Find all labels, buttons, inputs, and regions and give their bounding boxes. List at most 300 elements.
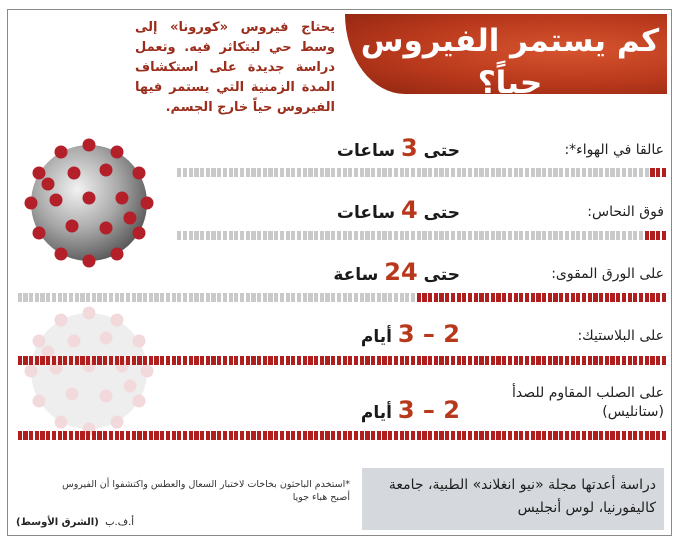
bar-cell [160, 356, 164, 365]
virus-spike [141, 365, 154, 378]
bar-cell [52, 293, 56, 302]
bar-cell [605, 356, 609, 365]
bar-cell [274, 356, 278, 365]
bar-cell [382, 431, 386, 440]
bar-cell [206, 168, 210, 177]
bar-cell [582, 356, 586, 365]
bar-cell [417, 431, 421, 440]
virus-spike [100, 332, 113, 345]
bar-cell [588, 293, 592, 302]
bar-cell [451, 168, 455, 177]
bar-cell [610, 356, 614, 365]
virus-spike [33, 167, 46, 180]
bar-cell [246, 168, 250, 177]
bar-cell [599, 293, 603, 302]
bar-cell [325, 231, 329, 240]
bar-cell [468, 356, 472, 365]
bar-cell [234, 231, 238, 240]
bar-cell [137, 431, 141, 440]
bar-cell [268, 431, 272, 440]
bar-cell [468, 231, 472, 240]
bar-cell [126, 431, 130, 440]
bar-cell [582, 231, 586, 240]
bar-cell [143, 356, 147, 365]
bar-cell [662, 293, 666, 302]
bar-cell [508, 293, 512, 302]
bar-cell [542, 431, 546, 440]
virus-spike [111, 314, 124, 327]
bar-cell [474, 231, 478, 240]
virus-spike [133, 227, 146, 240]
bar-cell [468, 293, 472, 302]
bar-cell [109, 293, 113, 302]
bar-cell [69, 431, 73, 440]
bar-cell [308, 293, 312, 302]
bar-cell [388, 431, 392, 440]
bar-cell [531, 293, 535, 302]
bar-cell [394, 168, 398, 177]
bar-cell [428, 431, 432, 440]
bar-cell [137, 356, 141, 365]
bar-cell [337, 356, 341, 365]
bar-cell [29, 431, 33, 440]
bar-cell [400, 356, 404, 365]
bar-cell [234, 293, 238, 302]
bar-cell [645, 168, 649, 177]
bar-cell [485, 356, 489, 365]
bar-cell [650, 168, 654, 177]
bar-cell [616, 356, 620, 365]
bar-cell [519, 168, 523, 177]
bar-cell [103, 293, 107, 302]
bar-cell [622, 168, 626, 177]
bar-cell [502, 293, 506, 302]
bar-cell [599, 431, 603, 440]
bar-cell [229, 431, 233, 440]
bar-cell [109, 431, 113, 440]
bar-cell [422, 168, 426, 177]
bar-cell [565, 431, 569, 440]
bar-cell [240, 356, 244, 365]
source-line [16, 517, 216, 528]
bar-cell [439, 231, 443, 240]
bar-cell [571, 293, 575, 302]
bar-cell [496, 431, 500, 440]
bar-cell [628, 168, 632, 177]
bar-cell [457, 293, 461, 302]
virus-spike [83, 307, 96, 320]
bar-cell [428, 356, 432, 365]
bar-cell [18, 431, 22, 440]
bar-cell [400, 293, 404, 302]
bar-cell [23, 431, 27, 440]
bar-cell [183, 293, 187, 302]
bar-cell [593, 293, 597, 302]
virus-spike [83, 192, 96, 205]
bar-cell [519, 293, 523, 302]
bar-cell [645, 293, 649, 302]
bar-cell [656, 431, 660, 440]
bar-cell [80, 356, 84, 365]
bar-cell [462, 356, 466, 365]
bar-cell [371, 431, 375, 440]
bar-cell [280, 231, 284, 240]
bar-cell [525, 356, 529, 365]
bar-cell [18, 293, 22, 302]
bar-cell [457, 356, 461, 365]
bar-cell [445, 231, 449, 240]
virus-spike [116, 192, 129, 205]
bar-cell [143, 293, 147, 302]
bar-cell [348, 431, 352, 440]
bar-cell [251, 168, 255, 177]
bar-cell [417, 356, 421, 365]
bar-cell [400, 231, 404, 240]
bar-cell [474, 293, 478, 302]
bar-cell [92, 431, 96, 440]
bar-cell [274, 431, 278, 440]
bar-cell [559, 431, 563, 440]
bar-cell [536, 356, 540, 365]
bar-cell [172, 431, 176, 440]
bar-cell [58, 356, 62, 365]
bar-cell [656, 168, 660, 177]
bar-cell [234, 431, 238, 440]
bar-cell [360, 431, 364, 440]
bar-cell [633, 293, 637, 302]
bar-cell [610, 231, 614, 240]
bar-cell [411, 231, 415, 240]
bar-cell [457, 168, 461, 177]
bar-cell [371, 293, 375, 302]
bar-cell [308, 356, 312, 365]
bar-cell [223, 356, 227, 365]
bar-cell [286, 431, 290, 440]
bar-cell [229, 168, 233, 177]
virus-spike [100, 164, 113, 177]
intro-text: يحتاج فيروس «كورونا» إلى وسط حي ليتكاثر فيه. وتعمل دراسة جديدة على استكشاف المدة الزمنية التي يستمر فيها الفيروس حياً خارج الجسم. [135, 20, 335, 115]
value-steel: 2 – 3 أيام [360, 396, 460, 424]
bar-cell [115, 431, 119, 440]
value-air: حتى 3 ساعات [336, 134, 460, 162]
bar-cell [211, 231, 215, 240]
bar-cell [485, 293, 489, 302]
bar-cell [439, 168, 443, 177]
bar-cell [40, 293, 44, 302]
bar-cell [97, 293, 101, 302]
bar-cell [496, 231, 500, 240]
bar-cell [536, 293, 540, 302]
bar-cell [223, 293, 227, 302]
bar-cell [496, 293, 500, 302]
bar-cell [622, 231, 626, 240]
label-steel: على الصلب المقاوم للصدأ (ستانليس) [512, 385, 664, 420]
bar-cell [160, 431, 164, 440]
bar-cell [154, 356, 158, 365]
bar-cell [206, 356, 210, 365]
bar-cell [553, 356, 557, 365]
bar-cell [451, 231, 455, 240]
bar-cell [662, 356, 666, 365]
bar-steel [14, 431, 666, 440]
bar-cell [177, 231, 181, 240]
bar-cell [650, 231, 654, 240]
bar-cell [496, 168, 500, 177]
bar-cell [610, 168, 614, 177]
bar-cell [251, 431, 255, 440]
bar-cell [115, 356, 119, 365]
bar-cell [428, 231, 432, 240]
bar-cell [622, 431, 626, 440]
bar-cell [120, 293, 124, 302]
bar-cell [605, 231, 609, 240]
bar-cell [194, 168, 198, 177]
bar-cell [200, 293, 204, 302]
bar-cell [343, 168, 347, 177]
bar-cell [189, 431, 193, 440]
bar-cell [576, 356, 580, 365]
bar-cell [137, 293, 141, 302]
bar-cell [35, 431, 39, 440]
bar-cell [439, 293, 443, 302]
bar-cell [491, 168, 495, 177]
virus-spike [25, 197, 38, 210]
bar-cell [502, 356, 506, 365]
bar-cell [234, 356, 238, 365]
bar-cell [599, 168, 603, 177]
bar-cell [172, 356, 176, 365]
bar-cell [491, 356, 495, 365]
bar-cell [234, 168, 238, 177]
bar-cell [325, 356, 329, 365]
bar-cell [291, 293, 295, 302]
bar-cell [303, 231, 307, 240]
virus-spike [83, 139, 96, 152]
virus-spike [66, 220, 79, 233]
bar-cell [394, 431, 398, 440]
bar-cell [263, 231, 267, 240]
bar-cell [405, 293, 409, 302]
bar-cell [177, 431, 181, 440]
bar-cell [160, 293, 164, 302]
bar-cell [650, 431, 654, 440]
bar-cell [257, 293, 261, 302]
bar-cell [639, 293, 643, 302]
bar-cell [457, 231, 461, 240]
bar-cell [382, 356, 386, 365]
bar-cell [126, 356, 130, 365]
bar-cell [97, 356, 101, 365]
bar-cell [439, 431, 443, 440]
bar-cell [553, 431, 557, 440]
bar-cell [514, 431, 518, 440]
bar-cell [291, 356, 295, 365]
bar-cell [120, 356, 124, 365]
bar-cell [69, 293, 73, 302]
bar-cell [240, 431, 244, 440]
bar-cell [377, 231, 381, 240]
bar-cell [320, 293, 324, 302]
bar-cell [360, 293, 364, 302]
bar-plastic [14, 356, 666, 365]
virus-spike [124, 212, 137, 225]
bar-cell [371, 231, 375, 240]
bar-cell [211, 168, 215, 177]
bar-cell [189, 231, 193, 240]
bar-cell [183, 168, 187, 177]
bar-cell [314, 431, 318, 440]
bar-cell [548, 431, 552, 440]
bar-cell [411, 431, 415, 440]
bar-cell [217, 168, 221, 177]
bar-cell [331, 168, 335, 177]
bar-cell [451, 293, 455, 302]
bar-cell [354, 431, 358, 440]
bar-cell [462, 431, 466, 440]
bar-cell [75, 356, 79, 365]
bar-cell [610, 431, 614, 440]
bar-cell [80, 293, 84, 302]
bar-cell [229, 356, 233, 365]
virus-spike [124, 380, 137, 393]
bar-cell [280, 293, 284, 302]
bar-cell [445, 293, 449, 302]
bar-cell [320, 231, 324, 240]
virus-spike [42, 178, 55, 191]
bar-cell [536, 168, 540, 177]
bar-cell [645, 356, 649, 365]
bar-cell [189, 168, 193, 177]
virus-spike [50, 194, 63, 207]
bar-cell [388, 231, 392, 240]
bar-cell [63, 293, 67, 302]
bar-cell [263, 168, 267, 177]
bar-cell [331, 356, 335, 365]
bar-cell [662, 431, 666, 440]
bar-cell [582, 431, 586, 440]
virus-spike [133, 335, 146, 348]
bar-cell [206, 231, 210, 240]
bar-cell [229, 293, 233, 302]
bar-cell [628, 293, 632, 302]
bar-cell [502, 168, 506, 177]
bar-cell [639, 431, 643, 440]
virus-spike [111, 416, 124, 429]
bar-cell [656, 231, 660, 240]
bar-cell [189, 293, 193, 302]
bar-cell [656, 356, 660, 365]
bar-cell [194, 356, 198, 365]
virus-spike [55, 248, 68, 261]
bar-cell [308, 231, 312, 240]
bar-cell [354, 168, 358, 177]
bar-cell [485, 168, 489, 177]
bar-cell [394, 293, 398, 302]
bar-cell [246, 293, 250, 302]
bar-cell [616, 168, 620, 177]
bar-cell [177, 356, 181, 365]
bar-cell [434, 231, 438, 240]
bar-cell [405, 356, 409, 365]
bar-cell [257, 356, 261, 365]
bar-air [176, 168, 666, 177]
bar-cell [331, 231, 335, 240]
bar-cell [314, 356, 318, 365]
bar-cell [377, 431, 381, 440]
bar-cell [451, 356, 455, 365]
bar-cell [462, 293, 466, 302]
bar-cell [268, 231, 272, 240]
virus-spike [100, 222, 113, 235]
virus-spike [68, 167, 81, 180]
bar-cell [126, 293, 130, 302]
bar-cell [628, 231, 632, 240]
bar-cell [542, 356, 546, 365]
bar-cell [576, 168, 580, 177]
bar-cell [571, 231, 575, 240]
bar-cell [200, 356, 204, 365]
bar-cell [120, 431, 124, 440]
bar-cell [343, 431, 347, 440]
bar-cell [588, 231, 592, 240]
bar-cell [479, 231, 483, 240]
virus-spike [33, 395, 46, 408]
bar-cell [200, 431, 204, 440]
bar-cell [240, 293, 244, 302]
bar-cell [645, 231, 649, 240]
bar-cell [223, 431, 227, 440]
bar-copper [176, 231, 666, 240]
bar-cell [63, 356, 67, 365]
bar-cell [46, 293, 50, 302]
bar-cell [622, 356, 626, 365]
bar-cell [115, 293, 119, 302]
bar-cell [200, 231, 204, 240]
virus-spike [83, 255, 96, 268]
virus-spike [55, 314, 68, 327]
label-air: عالقا في الهواء*: [564, 142, 664, 158]
bar-cell [343, 231, 347, 240]
bar-cell [610, 293, 614, 302]
bar-cell [325, 293, 329, 302]
bar-cell [599, 231, 603, 240]
bar-cell [223, 231, 227, 240]
bar-cell [394, 231, 398, 240]
bar-cell [576, 293, 580, 302]
bar-cell [605, 431, 609, 440]
bar-cell [280, 431, 284, 440]
bar-cell [377, 168, 381, 177]
bar-cell [514, 293, 518, 302]
bar-cell [297, 293, 301, 302]
bar-cell [400, 431, 404, 440]
bar-cell [633, 356, 637, 365]
bar-cell [200, 168, 204, 177]
virus-spike [33, 335, 46, 348]
bar-cell [508, 231, 512, 240]
bar-cell [263, 293, 267, 302]
bar-cell [508, 431, 512, 440]
bar-cell [576, 431, 580, 440]
bar-cell [417, 293, 421, 302]
bar-cell [314, 231, 318, 240]
bar-cell [445, 356, 449, 365]
bar-cell [194, 293, 198, 302]
bar-cell [411, 168, 415, 177]
bar-cell [97, 431, 101, 440]
bar-cell [542, 168, 546, 177]
bar-cell [365, 293, 369, 302]
